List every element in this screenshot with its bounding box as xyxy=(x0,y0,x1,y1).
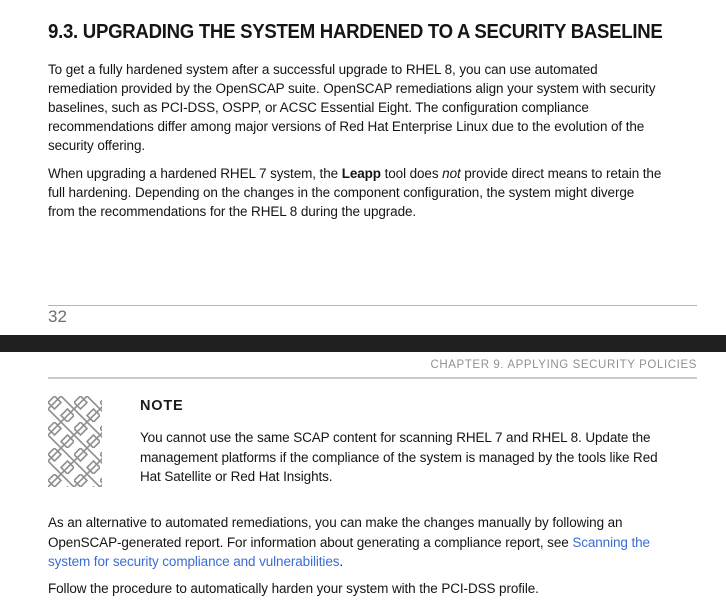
text-run: tool does xyxy=(380,166,443,181)
page-footer-rule xyxy=(48,305,697,306)
running-header-chapter: CHAPTER 9. APPLYING SECURITY POLICIES xyxy=(430,359,697,371)
paragraph-leapp-warning xyxy=(48,164,661,221)
text-run: Hat Satellite or Red Hat Insights. xyxy=(140,469,333,484)
text-run: provide direct means to retain the xyxy=(460,166,662,181)
paragraph-upgrade-overview xyxy=(48,60,655,155)
section-heading: 9.3. UPGRADING THE SYSTEM HARDENED TO A SECURITY BASELINE xyxy=(48,21,663,43)
italic-text: not xyxy=(442,166,461,181)
text-run: recommendations differ among major versions of Red Hat Enterprise Linux due to the evolution of the xyxy=(48,119,645,134)
inline-link[interactable]: Scanning the xyxy=(572,534,650,550)
note-body xyxy=(140,428,658,487)
text-run: As an alternative to automated remediations, you can make the changes manually by following an xyxy=(48,515,623,530)
hatch-pattern-icon xyxy=(48,396,102,487)
text-run: You cannot use the same SCAP content for scanning RHEL 7 and RHEL 8. Update the xyxy=(140,430,651,445)
text-run: management platforms if the compliance of the system is managed by the tools like Red xyxy=(140,449,658,465)
note-content xyxy=(140,396,658,487)
page-number: 32 xyxy=(48,307,67,326)
text-run: . xyxy=(339,554,344,569)
text-run: full hardening. Depending on the changes in the component configuration, the system might diverge xyxy=(48,185,635,200)
paragraph-manual-remediation xyxy=(48,513,650,572)
text-run: Follow the procedure to automatically harden your system with the PCI-DSS profile. xyxy=(48,581,539,596)
text-run: OpenSCAP-generated report. For information about generating a compliance report, see xyxy=(48,534,573,550)
text-run: security offering. xyxy=(48,138,145,153)
inline-link[interactable]: system for security compliance and vulnerabilities xyxy=(48,554,340,569)
bold-text: Leapp xyxy=(341,166,381,181)
text-run: from the recommendations for the RHEL 8 during the upgrade. xyxy=(48,204,417,219)
paragraph-follow-procedure xyxy=(48,579,539,598)
page-header-rule xyxy=(48,377,697,379)
page-break-bar xyxy=(0,335,726,352)
text-run: remediation provided by the OpenSCAP suite. OpenSCAP remediations align your system with security xyxy=(48,81,656,96)
text-run: baselines, such as PCI-DSS, OSPP, or ACSC Essential Eight. The configuration compliance xyxy=(48,100,589,115)
text-run: To get a fully hardened system after a successful upgrade to RHEL 8, you can use automated xyxy=(48,62,598,77)
note-admonition xyxy=(48,396,658,487)
text-run: When upgrading a hardened RHEL 7 system, the xyxy=(48,166,342,181)
note-title: NOTE xyxy=(140,398,184,414)
